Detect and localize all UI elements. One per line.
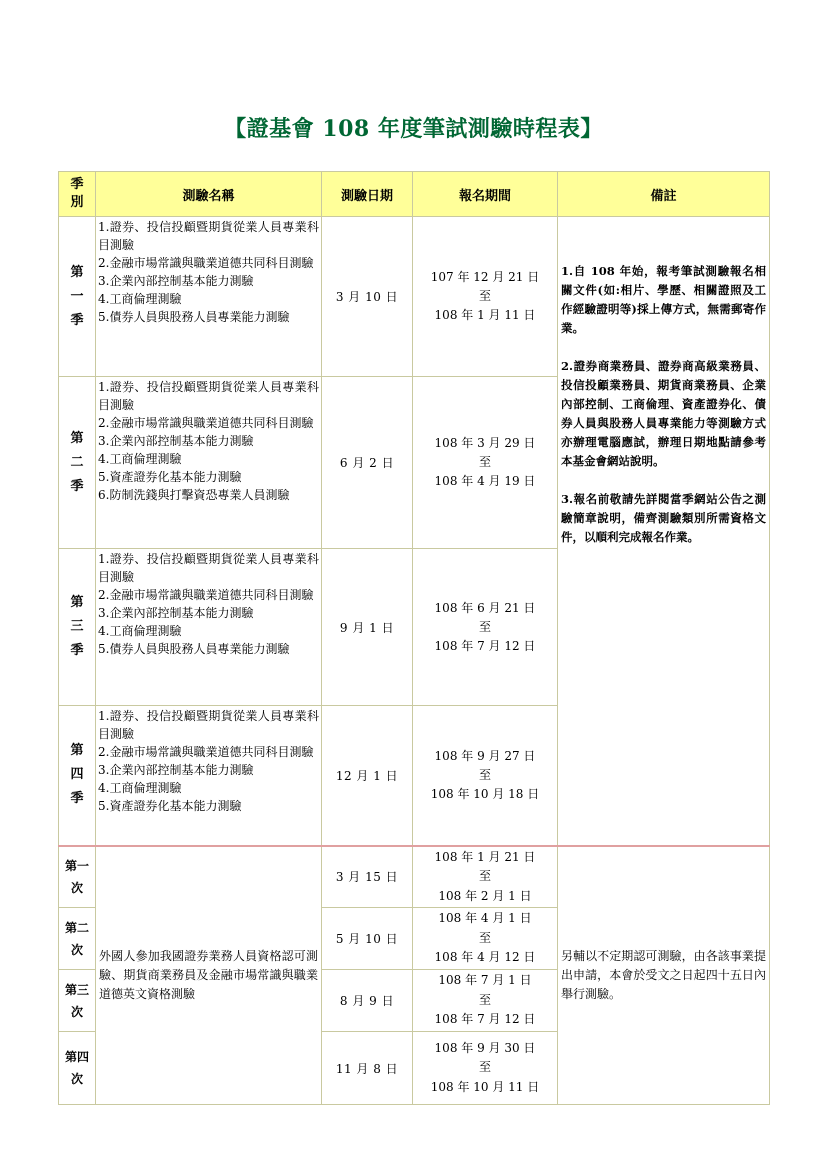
registration-period: [413, 217, 558, 377]
season-subjects: [96, 549, 322, 706]
session-label: [59, 1032, 96, 1105]
period-start: 108 年 3 月 29 日: [434, 436, 536, 450]
header-remarks: 備註: [558, 172, 770, 217]
season-row: [59, 217, 770, 377]
period-start: 108 年 7 月 1 日: [438, 973, 532, 988]
subject-item: 5.資產證券化基本能力測驗: [98, 799, 242, 813]
session-label-text: 第一次: [64, 858, 89, 895]
exam-date: 9 月 1 日: [322, 549, 413, 706]
remark-item: 2.證券商業務員、證券商高級業務員、投信投顧業務員、期貨商業務員、企業內部控制、工商倫理、資產證券化、債券人員與股務人員專業能力等測驗方式亦辦理電腦應試，辦理日期地點請參考本基金會網站說明。: [561, 359, 766, 468]
remarks-main: [558, 217, 770, 846]
remark-item: 1.自 108 年始，報考筆試測驗報名相關文件(如:相片、學歷、相關證照及工作經驗證明等)採上傳方式，無需郵寄作業。: [561, 264, 766, 335]
subject-item: 1.證券、投信投顧暨期貨從業人員專業科目測驗: [98, 552, 319, 584]
subject-item: 1.證券、投信投顧暨期貨從業人員專業科目測驗: [98, 220, 319, 252]
period-end: 108 年 4 月 12 日: [434, 950, 536, 965]
subject-item: 2.金融市場常識與職業道德共同科目測驗: [98, 588, 314, 602]
subject-item: 4.工商倫理測驗: [98, 624, 182, 638]
subject-item: 1.證券、投信投顧暨期貨從業人員專業科目測驗: [98, 380, 319, 412]
exam-date: 11 月 8 日: [322, 1032, 413, 1105]
remarks-foreign: 另輔以不定期認可測驗，由各該事業提出申請，本會於受文之日起四十五日內舉行測驗。: [558, 846, 770, 1105]
season-label: [59, 217, 96, 377]
period-end: 108 年 10 月 11 日: [430, 1079, 540, 1094]
subject-item: 1.證券、投信投顧暨期貨從業人員專業科目測驗: [98, 709, 319, 741]
subject-item: 4.工商倫理測驗: [98, 452, 182, 466]
session-label: [59, 970, 96, 1032]
exam-date: 12 月 1 日: [322, 706, 413, 846]
subject-item: 4.工商倫理測驗: [98, 292, 182, 306]
subject-item: 4.工商倫理測驗: [98, 781, 182, 795]
period-start: 108 年 4 月 1 日: [438, 911, 532, 926]
exam-date: 6 月 2 日: [322, 377, 413, 549]
period-to: 至: [478, 992, 491, 1007]
foreign-exam-name: 外國人參加我國證券業務人員資格認可測驗、期貨商業務員及金融市場常識與職業道德英文資格測驗: [96, 846, 322, 1105]
period-to: 至: [478, 767, 491, 782]
exam-schedule-table: [58, 171, 770, 1105]
season-subjects: [96, 377, 322, 549]
season-label: [59, 549, 96, 706]
session-label-text: 第三次: [64, 982, 89, 1019]
period-to: 至: [478, 1060, 491, 1075]
registration-period: [413, 549, 558, 706]
period-to: 至: [478, 289, 491, 303]
period-start: 108 年 6 月 21 日: [434, 600, 536, 615]
subject-item: 3.企業內部控制基本能力測驗: [98, 763, 254, 777]
period-start: 108 年 1 月 21 日: [434, 849, 536, 864]
session-label-text: 第四次: [64, 1050, 89, 1086]
registration-period: [413, 1032, 558, 1105]
period-end: 108 年 1 月 11 日: [434, 308, 536, 322]
subject-item: 2.金融市場常識與職業道德共同科目測驗: [98, 256, 314, 270]
season-label: [59, 377, 96, 549]
season-subjects: [96, 217, 322, 377]
season-label-text: 第三季: [70, 595, 84, 658]
registration-period: [413, 377, 558, 549]
exam-date: 5 月 10 日: [322, 908, 413, 970]
session-label: [59, 846, 96, 908]
period-start: 108 年 9 月 30 日: [434, 1040, 536, 1055]
registration-period: [413, 908, 558, 970]
subject-item: 5.債券人員與股務人員專業能力測驗: [98, 310, 290, 324]
season-subjects: [96, 706, 322, 846]
session-row: [59, 846, 770, 908]
exam-date: 8 月 9 日: [322, 970, 413, 1032]
header-row: [59, 172, 770, 217]
period-start: 107 年 12 月 21 日: [430, 270, 540, 284]
period-start: 108 年 9 月 27 日: [434, 748, 536, 763]
subject-item: 2.金融市場常識與職業道德共同科目測驗: [98, 416, 314, 430]
subject-item: 3.企業內部控制基本能力測驗: [98, 274, 254, 288]
registration-period: [413, 846, 558, 908]
period-to: 至: [478, 455, 491, 469]
header-season-label: 季別: [70, 177, 84, 210]
exam-date: 3 月 15 日: [322, 846, 413, 908]
period-end: 108 年 10 月 18 日: [430, 786, 540, 801]
header-exam-date: 測驗日期: [322, 172, 413, 217]
season-label-text: 第二季: [70, 430, 84, 494]
season-label: [59, 706, 96, 846]
session-label: [59, 908, 96, 970]
subject-item: 5.債券人員與股務人員專業能力測驗: [98, 642, 290, 656]
subject-item: 6.防制洗錢與打擊資恐專業人員測驗: [98, 488, 290, 502]
header-season: [59, 172, 96, 217]
subject-item: 5.資產證券化基本能力測驗: [98, 470, 242, 484]
period-to: 至: [478, 619, 491, 634]
subject-item: 2.金融市場常識與職業道德共同科目測驗: [98, 745, 314, 759]
session-label-text: 第二次: [64, 920, 89, 957]
remark-item: 3.報名前敬請先詳閱當季網站公告之測驗簡章說明，備齊測驗類別所需資格文件，以順利完成報名作業。: [561, 492, 766, 544]
period-to: 至: [478, 869, 491, 883]
season-label-text: 第四季: [70, 743, 84, 807]
exam-date: 3 月 10 日: [322, 217, 413, 377]
subject-item: 3.企業內部控制基本能力測驗: [98, 606, 254, 620]
registration-period: [413, 706, 558, 846]
header-exam-name: 測驗名稱: [96, 172, 322, 217]
registration-period: [413, 970, 558, 1032]
header-registration: 報名期間: [413, 172, 558, 217]
period-to: 至: [478, 930, 491, 945]
period-end: 108 年 4 月 19 日: [434, 474, 536, 488]
page-title: 【證基會 108 年度筆試測驗時程表】: [224, 116, 603, 142]
period-end: 108 年 7 月 12 日: [434, 638, 536, 653]
period-end: 108 年 7 月 12 日: [434, 1012, 536, 1027]
season-label-text: 第一季: [70, 264, 84, 328]
period-end: 108 年 2 月 1 日: [438, 888, 532, 903]
subject-item: 3.企業內部控制基本能力測驗: [98, 434, 254, 448]
